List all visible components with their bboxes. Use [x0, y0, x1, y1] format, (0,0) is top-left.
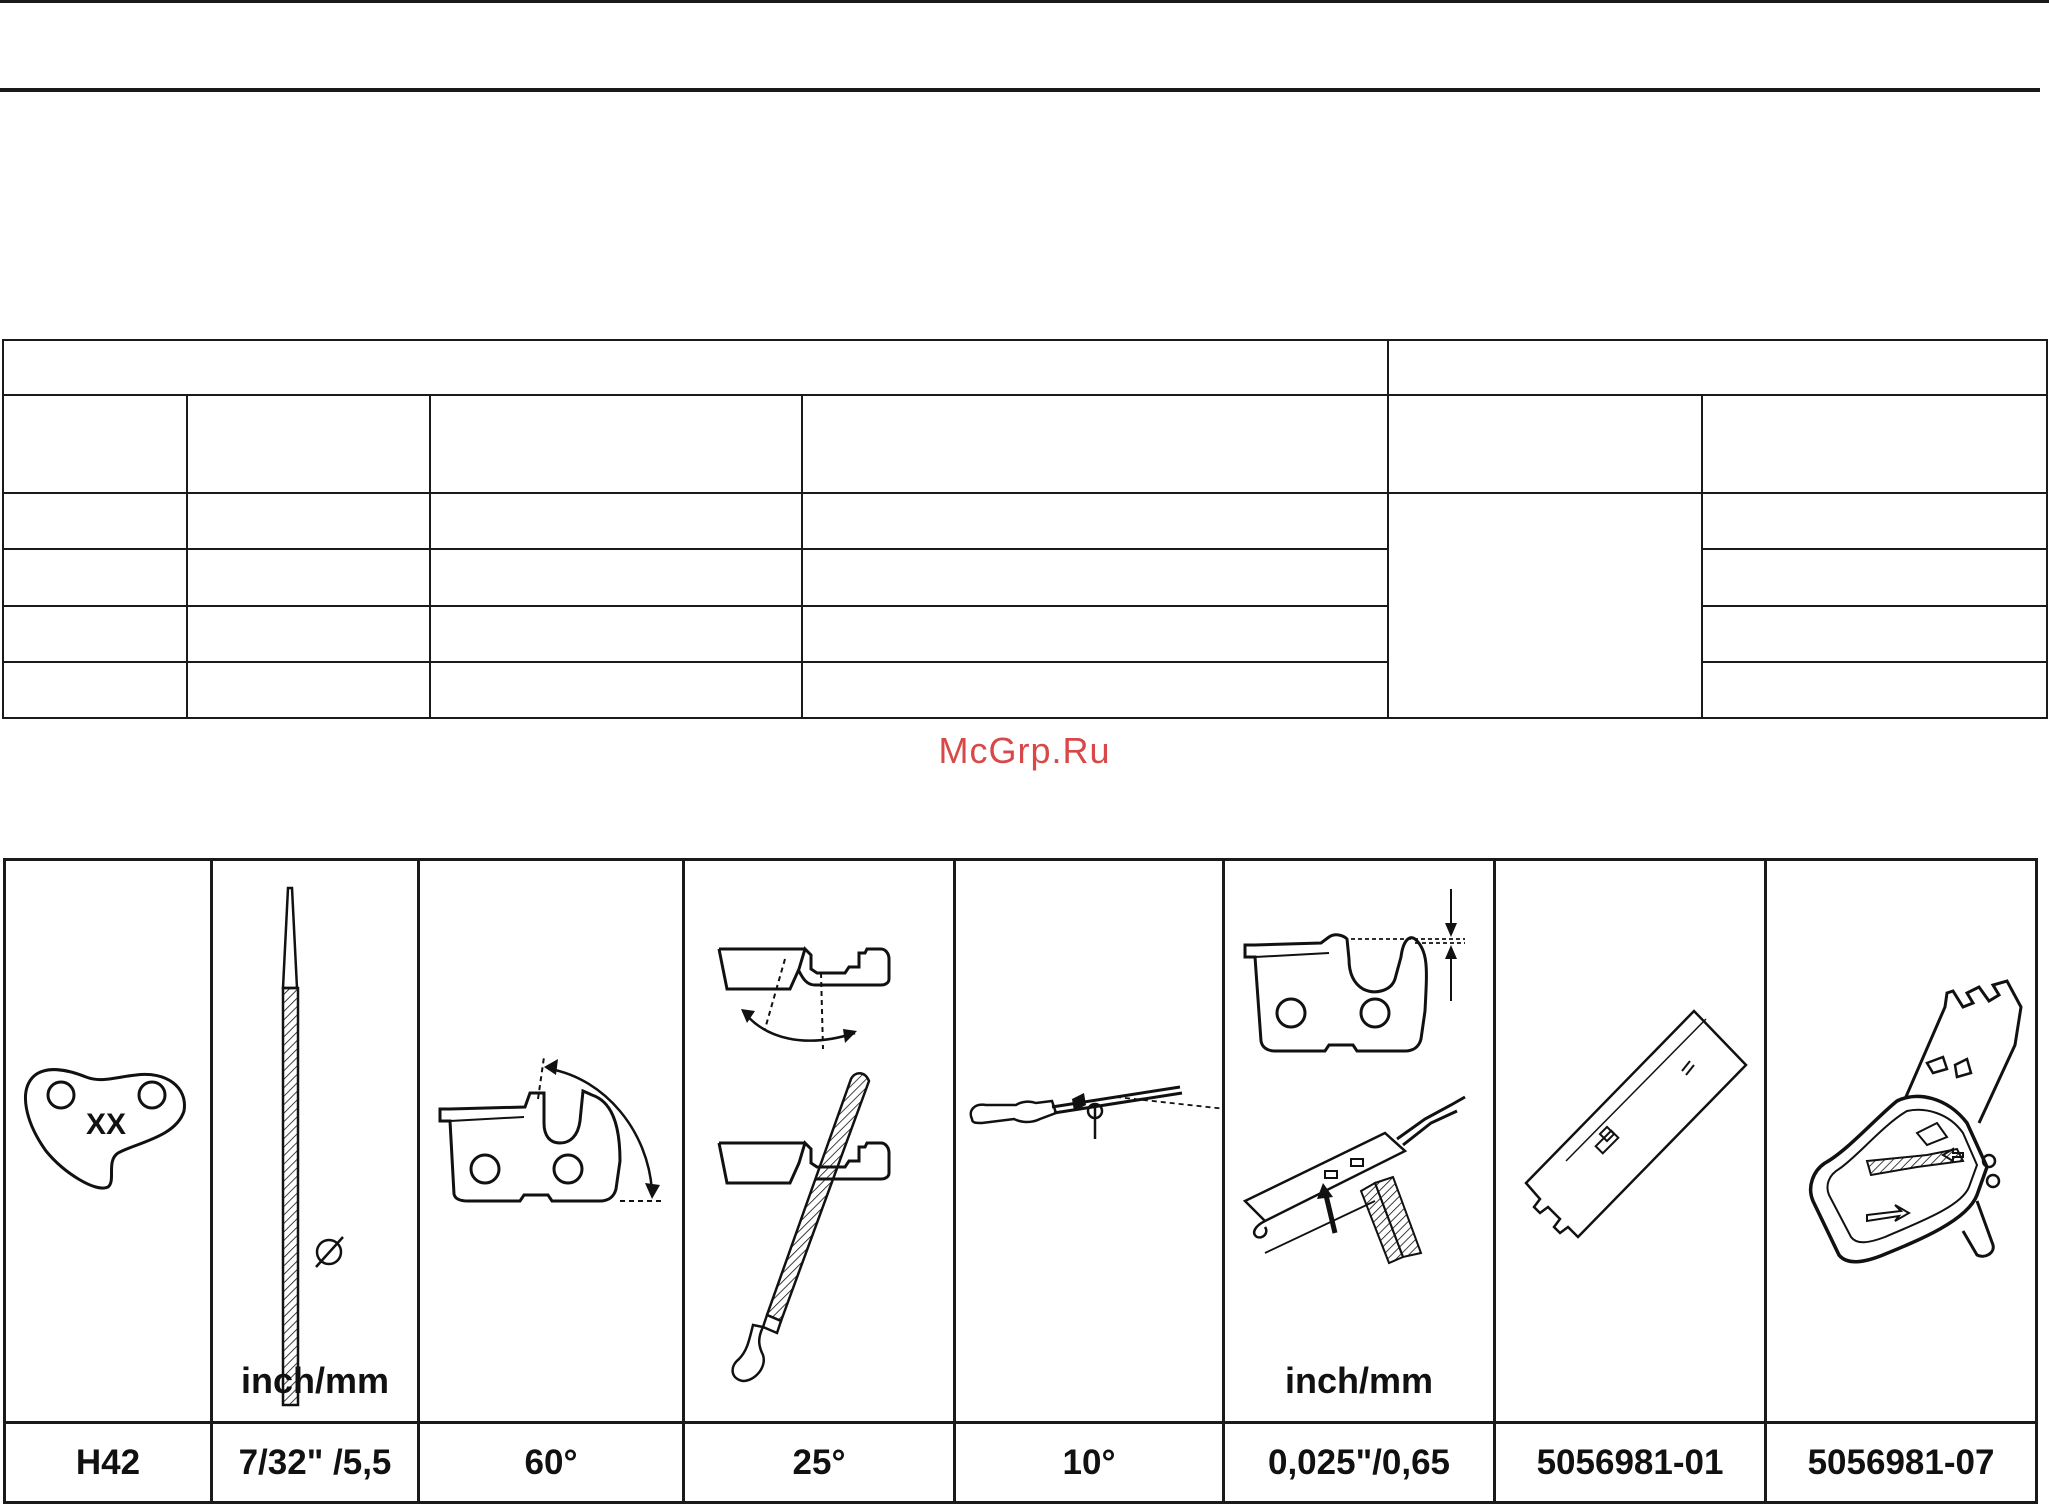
value-file-holder-angle: 10° [1062, 1442, 1116, 1482]
chain-marking-illustration [6, 861, 210, 1417]
value-depth-gauge-tool-part: 5056981-01 [1536, 1442, 1724, 1482]
file-holder-angle-illustration [956, 861, 1222, 1417]
file-unit-label: inch/mm [240, 1360, 390, 1401]
round-file-illustration [213, 861, 417, 1417]
depth-gauge-tool-illustration [1496, 861, 1764, 1417]
top-plate-angle-illustration [420, 861, 682, 1417]
side-plate-angle-illustration [685, 861, 953, 1417]
value-filing-gauge-part: 5056981-07 [1807, 1442, 1995, 1482]
value-chain-type: H42 [75, 1442, 141, 1482]
value-top-plate-angle: 60° [524, 1442, 578, 1482]
upper-table [2, 339, 2048, 719]
depth-gauge-unit-label: inch/mm [1284, 1360, 1434, 1401]
depth-gauge-illustration [1225, 861, 1493, 1417]
watermark: McGrp.Ru [938, 730, 1111, 771]
spec-table [3, 858, 2038, 1504]
filing-gauge-tool-illustration [1767, 861, 2035, 1417]
chain-marking-text: XX [85, 1108, 127, 1141]
top-rule [0, 0, 2049, 3]
value-file-diameter: 7/32" /5,5 [238, 1442, 392, 1482]
value-side-plate-angle: 25° [792, 1442, 846, 1482]
file-diameter-symbol: Ø [328, 1259, 330, 1260]
value-depth-gauge: 0,025"/0,65 [1267, 1442, 1451, 1482]
header-rule [0, 88, 2040, 92]
